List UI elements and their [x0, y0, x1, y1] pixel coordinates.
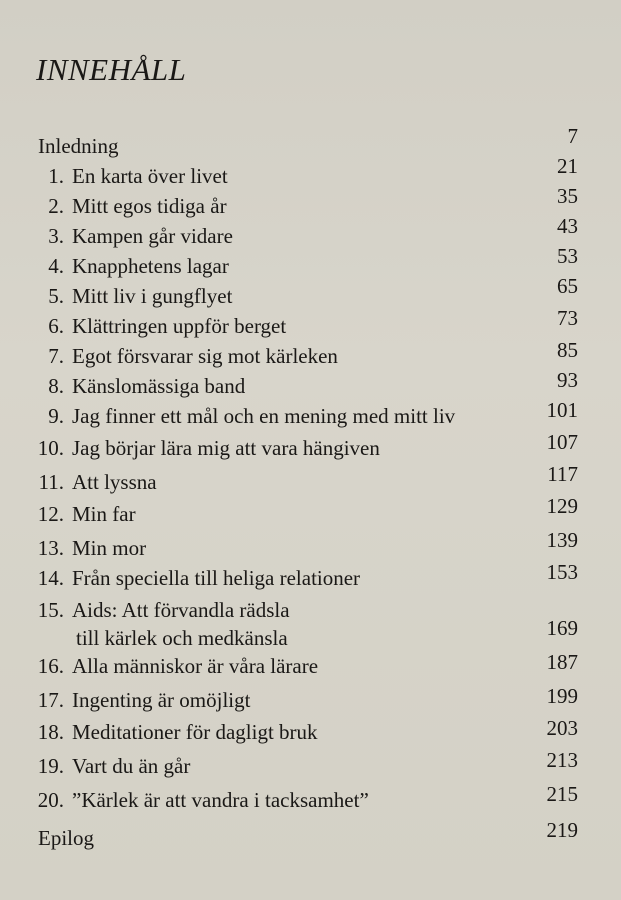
chapter-title: Aids: Att förvandla rädsla — [72, 598, 290, 622]
chapter-number: 9. — [48, 404, 64, 428]
chapter-title: Mitt egos tidiga år — [72, 194, 227, 218]
page-number: 139 — [546, 528, 578, 552]
chapter-title: Jag börjar lära mig att vara hängiven — [72, 436, 380, 460]
toc-entry — [36, 404, 455, 428]
toc-entry — [36, 224, 233, 248]
page-number: 85 — [557, 338, 578, 362]
chapter-number: 16. — [37, 654, 64, 678]
chapter-title: Mitt liv i gungflyet — [72, 284, 233, 308]
page-number: 35 — [557, 184, 578, 208]
chapter-title: Knapphetens lagar — [72, 254, 229, 278]
toc-entry — [36, 254, 229, 278]
chapter-title: Känslomässiga band — [72, 374, 246, 398]
toc-entry — [36, 470, 157, 494]
chapter-number: 7. — [48, 344, 64, 368]
page-number: 129 — [546, 494, 578, 518]
page-number: 169 — [546, 616, 578, 640]
page-number: 107 — [546, 430, 578, 454]
toc-entry — [36, 194, 227, 218]
chapter-number: 15. — [37, 598, 64, 622]
chapter-title: Vart du än går — [72, 754, 191, 778]
chapter-title: Meditationer för dagligt bruk — [72, 720, 318, 744]
page-number: 43 — [557, 214, 578, 238]
chapter-title: Epilog — [38, 826, 94, 850]
toc-entry — [36, 436, 380, 460]
page-number: 73 — [557, 306, 578, 330]
chapter-number: 18. — [37, 720, 64, 744]
page-number: 203 — [546, 716, 578, 740]
page-number: 213 — [546, 748, 578, 772]
chapter-title: Jag finner ett mål och en mening med mitt liv — [72, 404, 456, 428]
page-number: 153 — [546, 560, 578, 584]
chapter-number: 4. — [48, 254, 64, 278]
toc-entry — [36, 536, 146, 560]
chapter-number: 12. — [37, 502, 64, 526]
chapter-title: Alla människor är våra lärare — [72, 654, 319, 678]
chapter-number: 5. — [48, 284, 64, 308]
chapter-title: Egot försvarar sig mot kärleken — [72, 344, 338, 368]
toc-entry — [36, 688, 250, 712]
toc-entry — [36, 754, 190, 778]
chapter-title: Kampen går vidare — [72, 224, 233, 248]
toc-entry — [36, 598, 290, 622]
chapter-title: Att lyssna — [72, 470, 157, 494]
chapter-number: 11. — [38, 470, 64, 494]
toc-entry — [36, 314, 286, 338]
chapter-title: Från speciella till heliga relationer — [72, 566, 361, 590]
chapter-title: Klättringen uppför berget — [72, 314, 287, 338]
page-number: 215 — [546, 782, 578, 806]
toc-entry — [36, 720, 318, 744]
page-number: 187 — [546, 650, 578, 674]
toc-entry — [36, 284, 232, 308]
page-number: 53 — [557, 244, 578, 268]
toc-entry — [36, 654, 318, 678]
chapter-title: Min far — [72, 502, 136, 526]
chapter-number: 14. — [37, 566, 64, 590]
toc-entry — [38, 826, 94, 850]
page-number: 199 — [546, 684, 578, 708]
chapter-number: 17. — [37, 688, 64, 712]
chapter-title: Ingenting är omöjligt — [72, 688, 251, 712]
toc-entry — [36, 566, 360, 590]
toc-entry — [36, 502, 136, 526]
chapter-number: 2. — [48, 194, 64, 218]
toc-entry — [38, 134, 118, 158]
chapter-number: 6. — [48, 314, 64, 338]
chapter-number: 8. — [48, 374, 64, 398]
chapter-number: 19. — [37, 754, 64, 778]
chapter-title: ”Kärlek är att vandra i tacksamhet” — [72, 788, 369, 812]
page-title: INNEHÅLL — [36, 52, 187, 87]
chapter-title: Min mor — [72, 536, 147, 560]
page-number: 117 — [547, 462, 578, 486]
toc-entry — [36, 164, 228, 188]
chapter-title: Inledning — [38, 134, 119, 158]
chapter-number: 20. — [37, 788, 64, 812]
toc-entry — [36, 344, 338, 368]
page-number: 65 — [557, 274, 578, 298]
chapter-number: 13. — [37, 536, 64, 560]
chapter-number: 3. — [48, 224, 64, 248]
toc-entry — [36, 374, 245, 398]
page-number: 219 — [546, 818, 578, 842]
page-number: 93 — [557, 368, 578, 392]
chapter-number: 1. — [48, 164, 64, 188]
page-number: 7 — [567, 124, 578, 148]
chapter-title: En karta över livet — [72, 164, 228, 188]
page-number: 101 — [546, 398, 578, 422]
chapter-title-continued: till kärlek och medkänsla — [76, 626, 288, 650]
page-number: 21 — [557, 154, 578, 178]
chapter-number: 10. — [37, 436, 64, 460]
toc-entry — [36, 788, 369, 812]
